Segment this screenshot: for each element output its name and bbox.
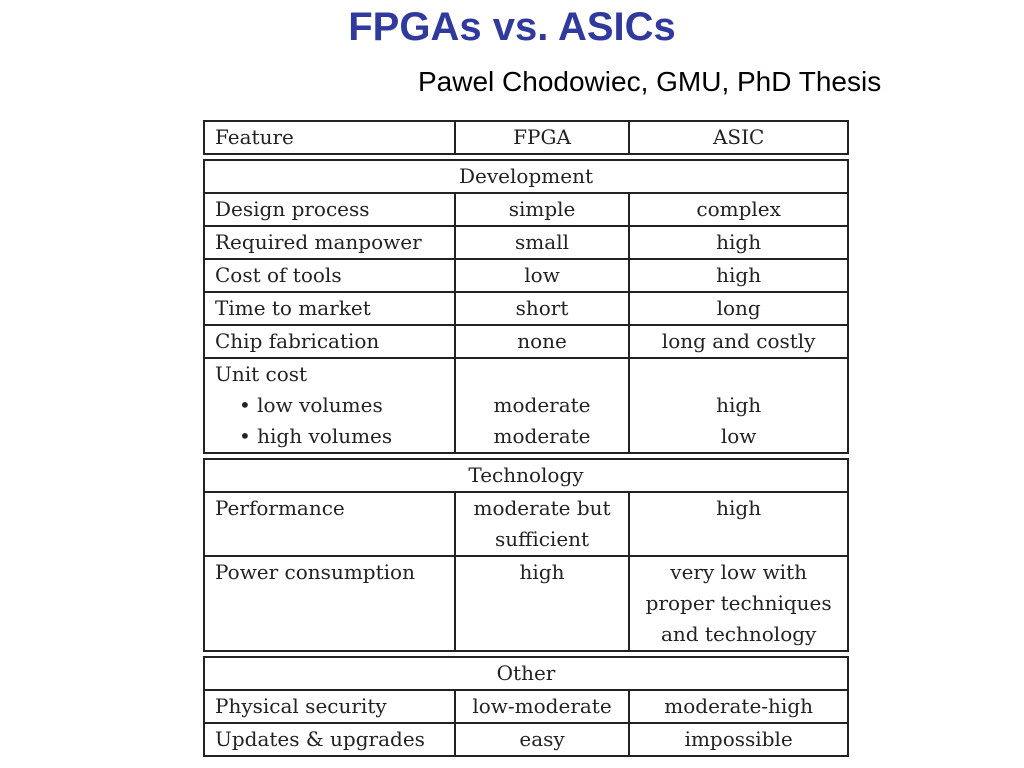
performance-fpga-cell: [455, 492, 630, 556]
table-row-unit-cost: [204, 358, 848, 453]
header-table: [203, 120, 849, 155]
table-row: [204, 325, 848, 358]
power-fpga: high: [455, 556, 630, 651]
row-feature: Required manpower: [204, 226, 455, 259]
power-asic-line1: very low with: [670, 560, 807, 584]
table-row: [204, 292, 848, 325]
table-row: [204, 193, 848, 226]
performance-feature: Performance: [204, 492, 455, 556]
header-fpga: FPGA: [455, 121, 630, 154]
performance-fpga-line1: moderate but: [473, 496, 611, 520]
other-table: [203, 656, 849, 757]
section-technology: Technology: [204, 459, 848, 492]
table-row-performance: [204, 492, 848, 556]
row-feature: Physical security: [204, 690, 455, 723]
row-fpga: small: [455, 226, 630, 259]
row-fpga: low-moderate: [455, 690, 630, 723]
section-row: [204, 160, 848, 193]
comparison-table-wrap: [203, 120, 849, 757]
low-volumes-label: • low volumes: [239, 393, 383, 417]
row-feature: Time to market: [204, 292, 455, 325]
power-asic-cell: [629, 556, 848, 651]
power-feature: Power consumption: [204, 556, 455, 651]
high-volumes-asic: low: [720, 424, 757, 448]
table-row-power: [204, 556, 848, 651]
row-asic: moderate-high: [629, 690, 848, 723]
row-asic: impossible: [629, 723, 848, 756]
performance-asic: high: [629, 492, 848, 556]
section-row: [204, 657, 848, 690]
row-asic: long: [629, 292, 848, 325]
table-row: [204, 226, 848, 259]
section-row: [204, 459, 848, 492]
high-volumes-fpga: moderate: [493, 424, 591, 448]
table-row: [204, 723, 848, 756]
high-volumes-label: • high volumes: [239, 424, 393, 448]
row-fpga: simple: [455, 193, 630, 226]
low-volumes-fpga: moderate: [493, 393, 591, 417]
table-row: [204, 690, 848, 723]
table-row: [204, 259, 848, 292]
section-other: Other: [204, 657, 848, 690]
unit-cost-label: Unit cost: [215, 362, 308, 386]
slide-title: FPGAs vs. ASICs: [348, 5, 676, 49]
section-development: Development: [204, 160, 848, 193]
unit-cost-fpga-cell: [455, 358, 630, 453]
header-feature: Feature: [204, 121, 455, 154]
power-asic-line3: and technology: [660, 622, 817, 646]
row-fpga: low: [455, 259, 630, 292]
low-volumes-asic: high: [716, 393, 762, 417]
row-feature: Updates & upgrades: [204, 723, 455, 756]
performance-fpga-line2: sufficient: [494, 527, 590, 551]
row-feature: Cost of tools: [204, 259, 455, 292]
row-fpga: none: [455, 325, 630, 358]
row-asic: complex: [629, 193, 848, 226]
development-table: [203, 159, 849, 454]
row-fpga: short: [455, 292, 630, 325]
slide-subtitle: Pawel Chodowiec, GMU, PhD Thesis: [418, 66, 882, 97]
row-fpga: easy: [455, 723, 630, 756]
unit-cost-asic-cell: [629, 358, 848, 453]
row-feature: Chip fabrication: [204, 325, 455, 358]
power-asic-line2: proper techniques: [645, 591, 832, 615]
unit-cost-feature-cell: [204, 358, 455, 453]
row-asic: long and costly: [629, 325, 848, 358]
technology-table: [203, 458, 849, 652]
row-asic: high: [629, 226, 848, 259]
row-feature: Design process: [204, 193, 455, 226]
header-row: [204, 121, 848, 154]
header-asic: ASIC: [629, 121, 848, 154]
row-asic: high: [629, 259, 848, 292]
